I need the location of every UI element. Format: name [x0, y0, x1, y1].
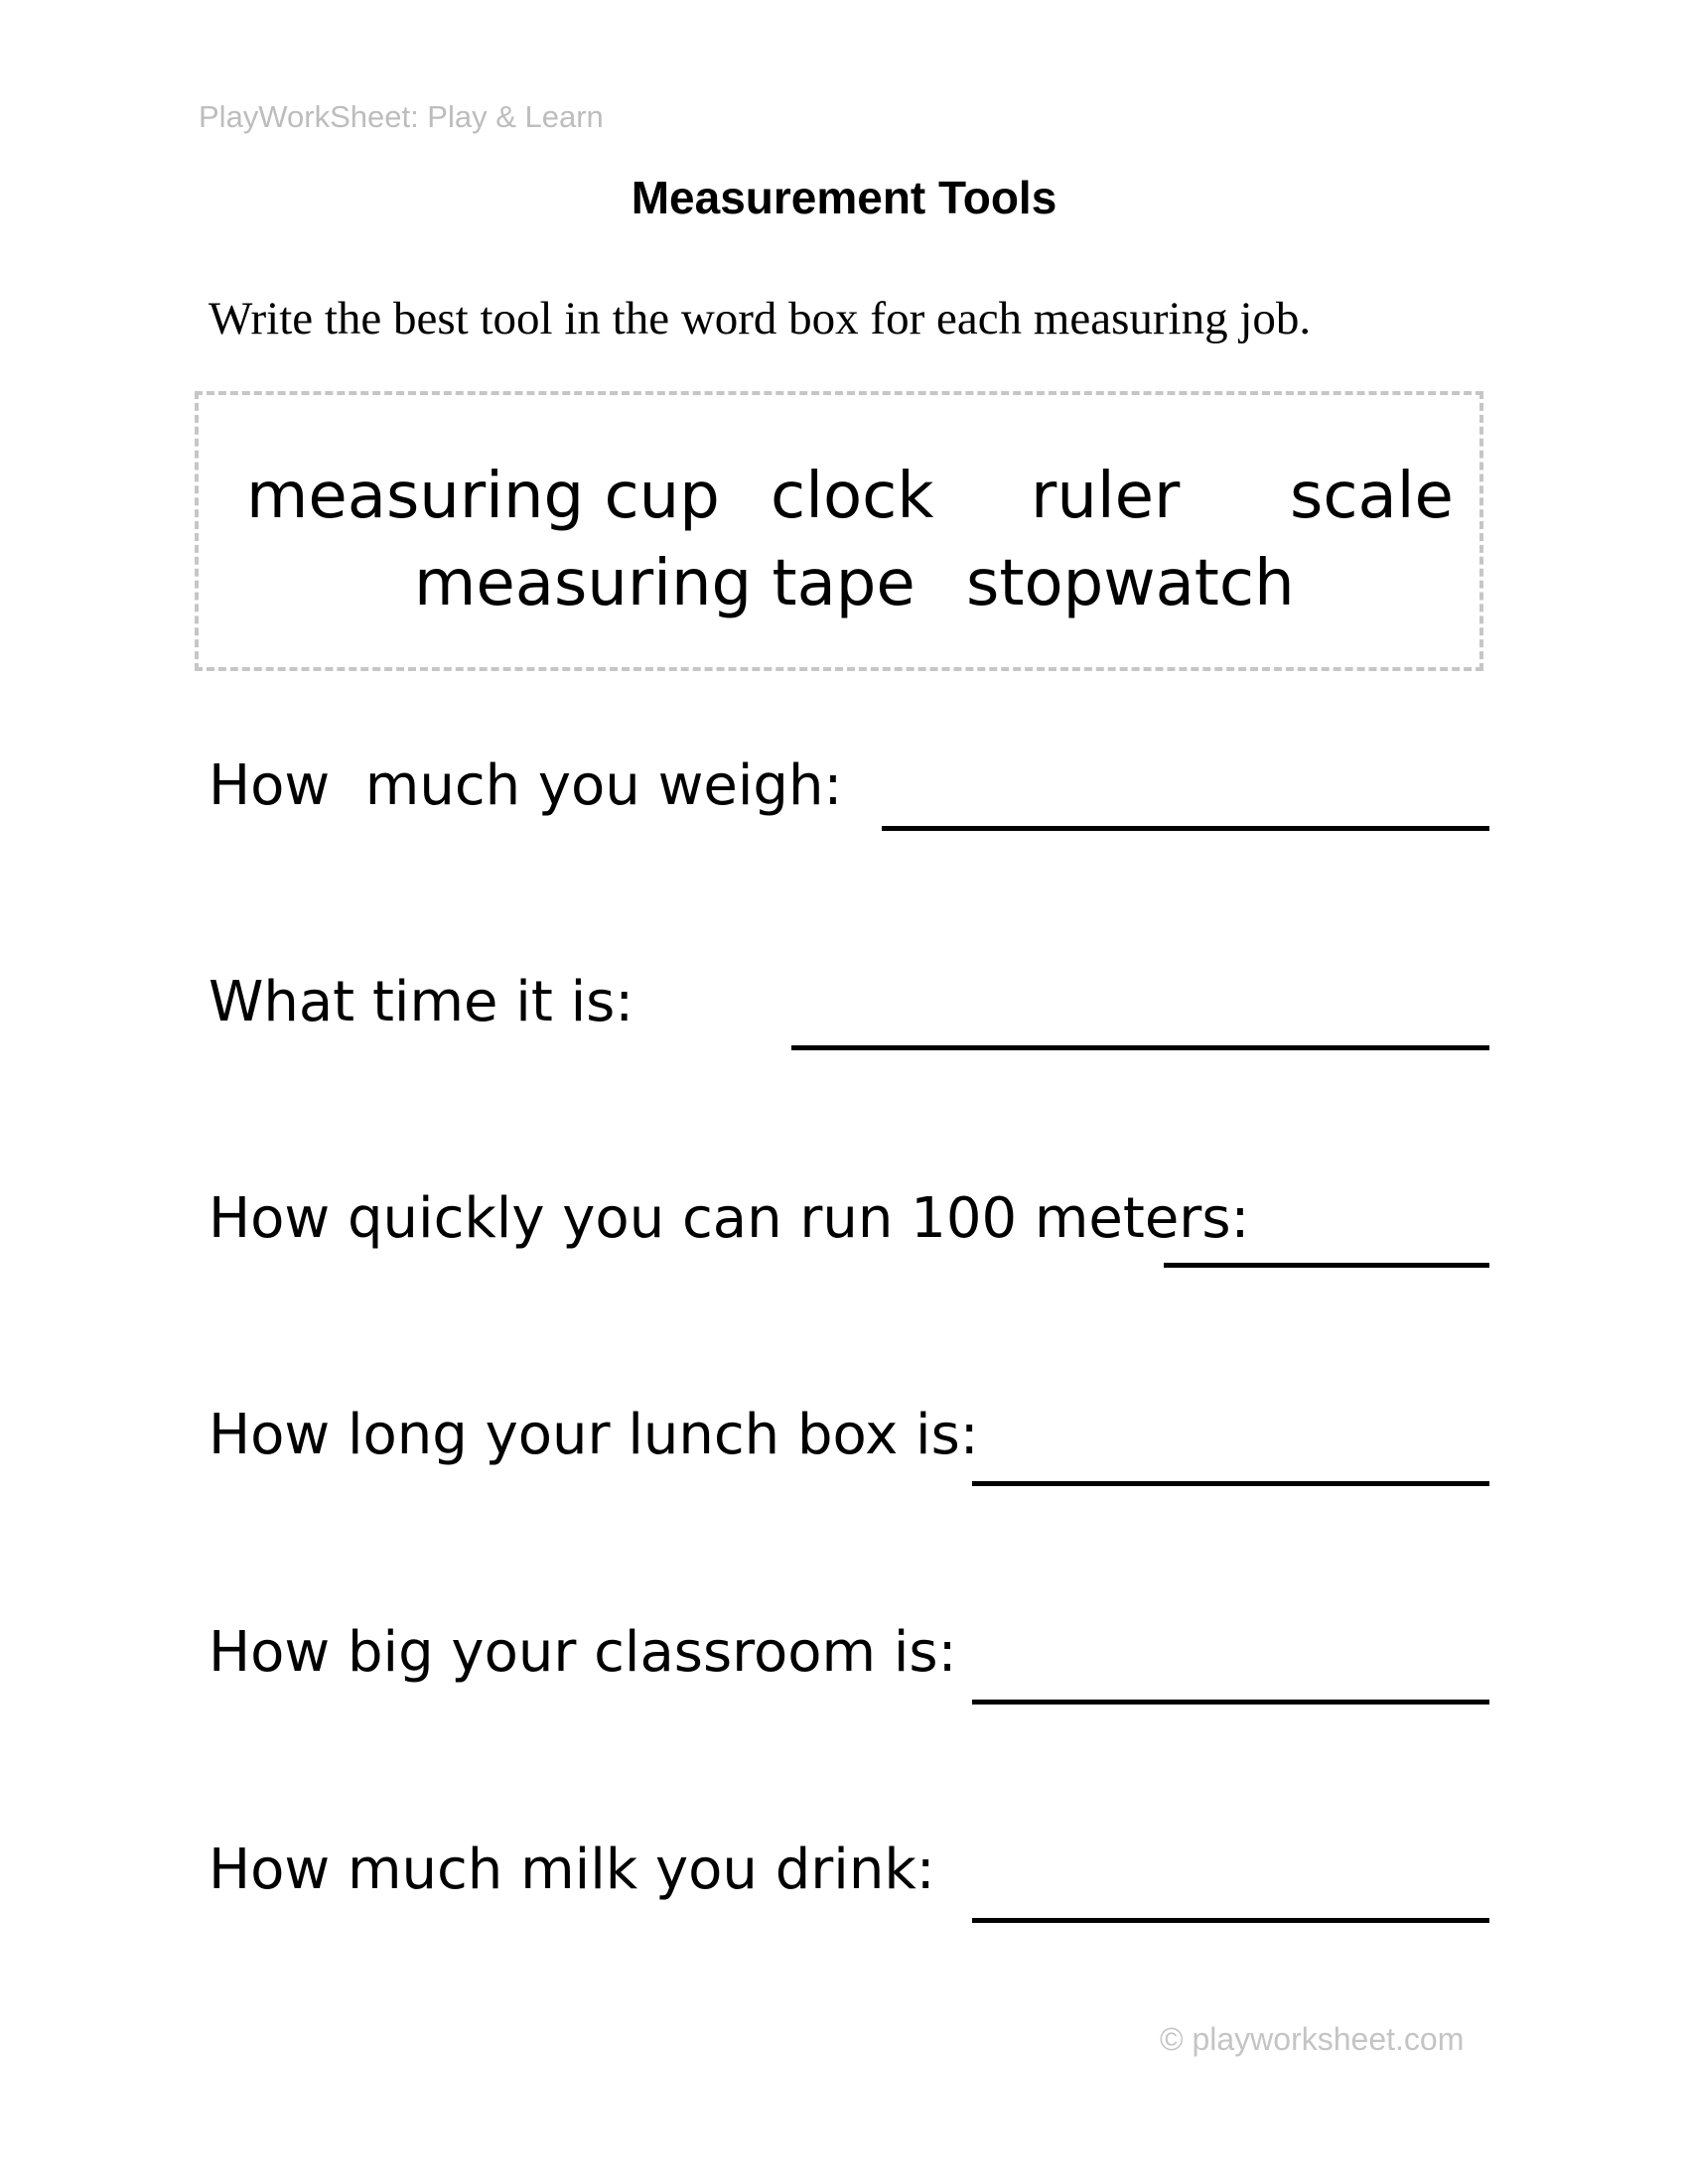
answer-line-weigh[interactable] — [882, 826, 1489, 831]
header-brand: PlayWorkSheet: Play & Learn — [199, 99, 604, 134]
answer-line-lunch-box[interactable] — [972, 1481, 1489, 1486]
word-measuring-tape: measuring tape — [414, 547, 915, 620]
answer-line-classroom[interactable] — [972, 1700, 1489, 1705]
answer-line-milk[interactable] — [972, 1918, 1489, 1923]
word-ruler: ruler — [1031, 460, 1181, 533]
answer-line-time[interactable] — [791, 1045, 1489, 1050]
page-title: Measurement Tools — [631, 172, 1057, 223]
question-weigh: How much you weigh: — [209, 753, 843, 818]
question-run: How quickly you can run 100 meters: — [209, 1186, 1250, 1251]
question-milk: How much milk you drink: — [209, 1838, 935, 1902]
word-scale: scale — [1290, 460, 1454, 533]
answer-line-run[interactable] — [1164, 1263, 1489, 1268]
word-stopwatch: stopwatch — [966, 547, 1295, 620]
word-clock: clock — [771, 460, 934, 533]
question-time: What time it is: — [209, 970, 634, 1034]
instructions: Write the best tool in the word box for each measuring job. — [209, 293, 1312, 344]
footer-copyright: © playworksheet.com — [1160, 2021, 1465, 2057]
word-measuring-cup: measuring cup — [246, 460, 720, 533]
question-lunch-box: How long your lunch box is: — [209, 1403, 979, 1467]
word-box — [195, 391, 1483, 671]
question-classroom: How big your classroom is: — [209, 1620, 957, 1685]
